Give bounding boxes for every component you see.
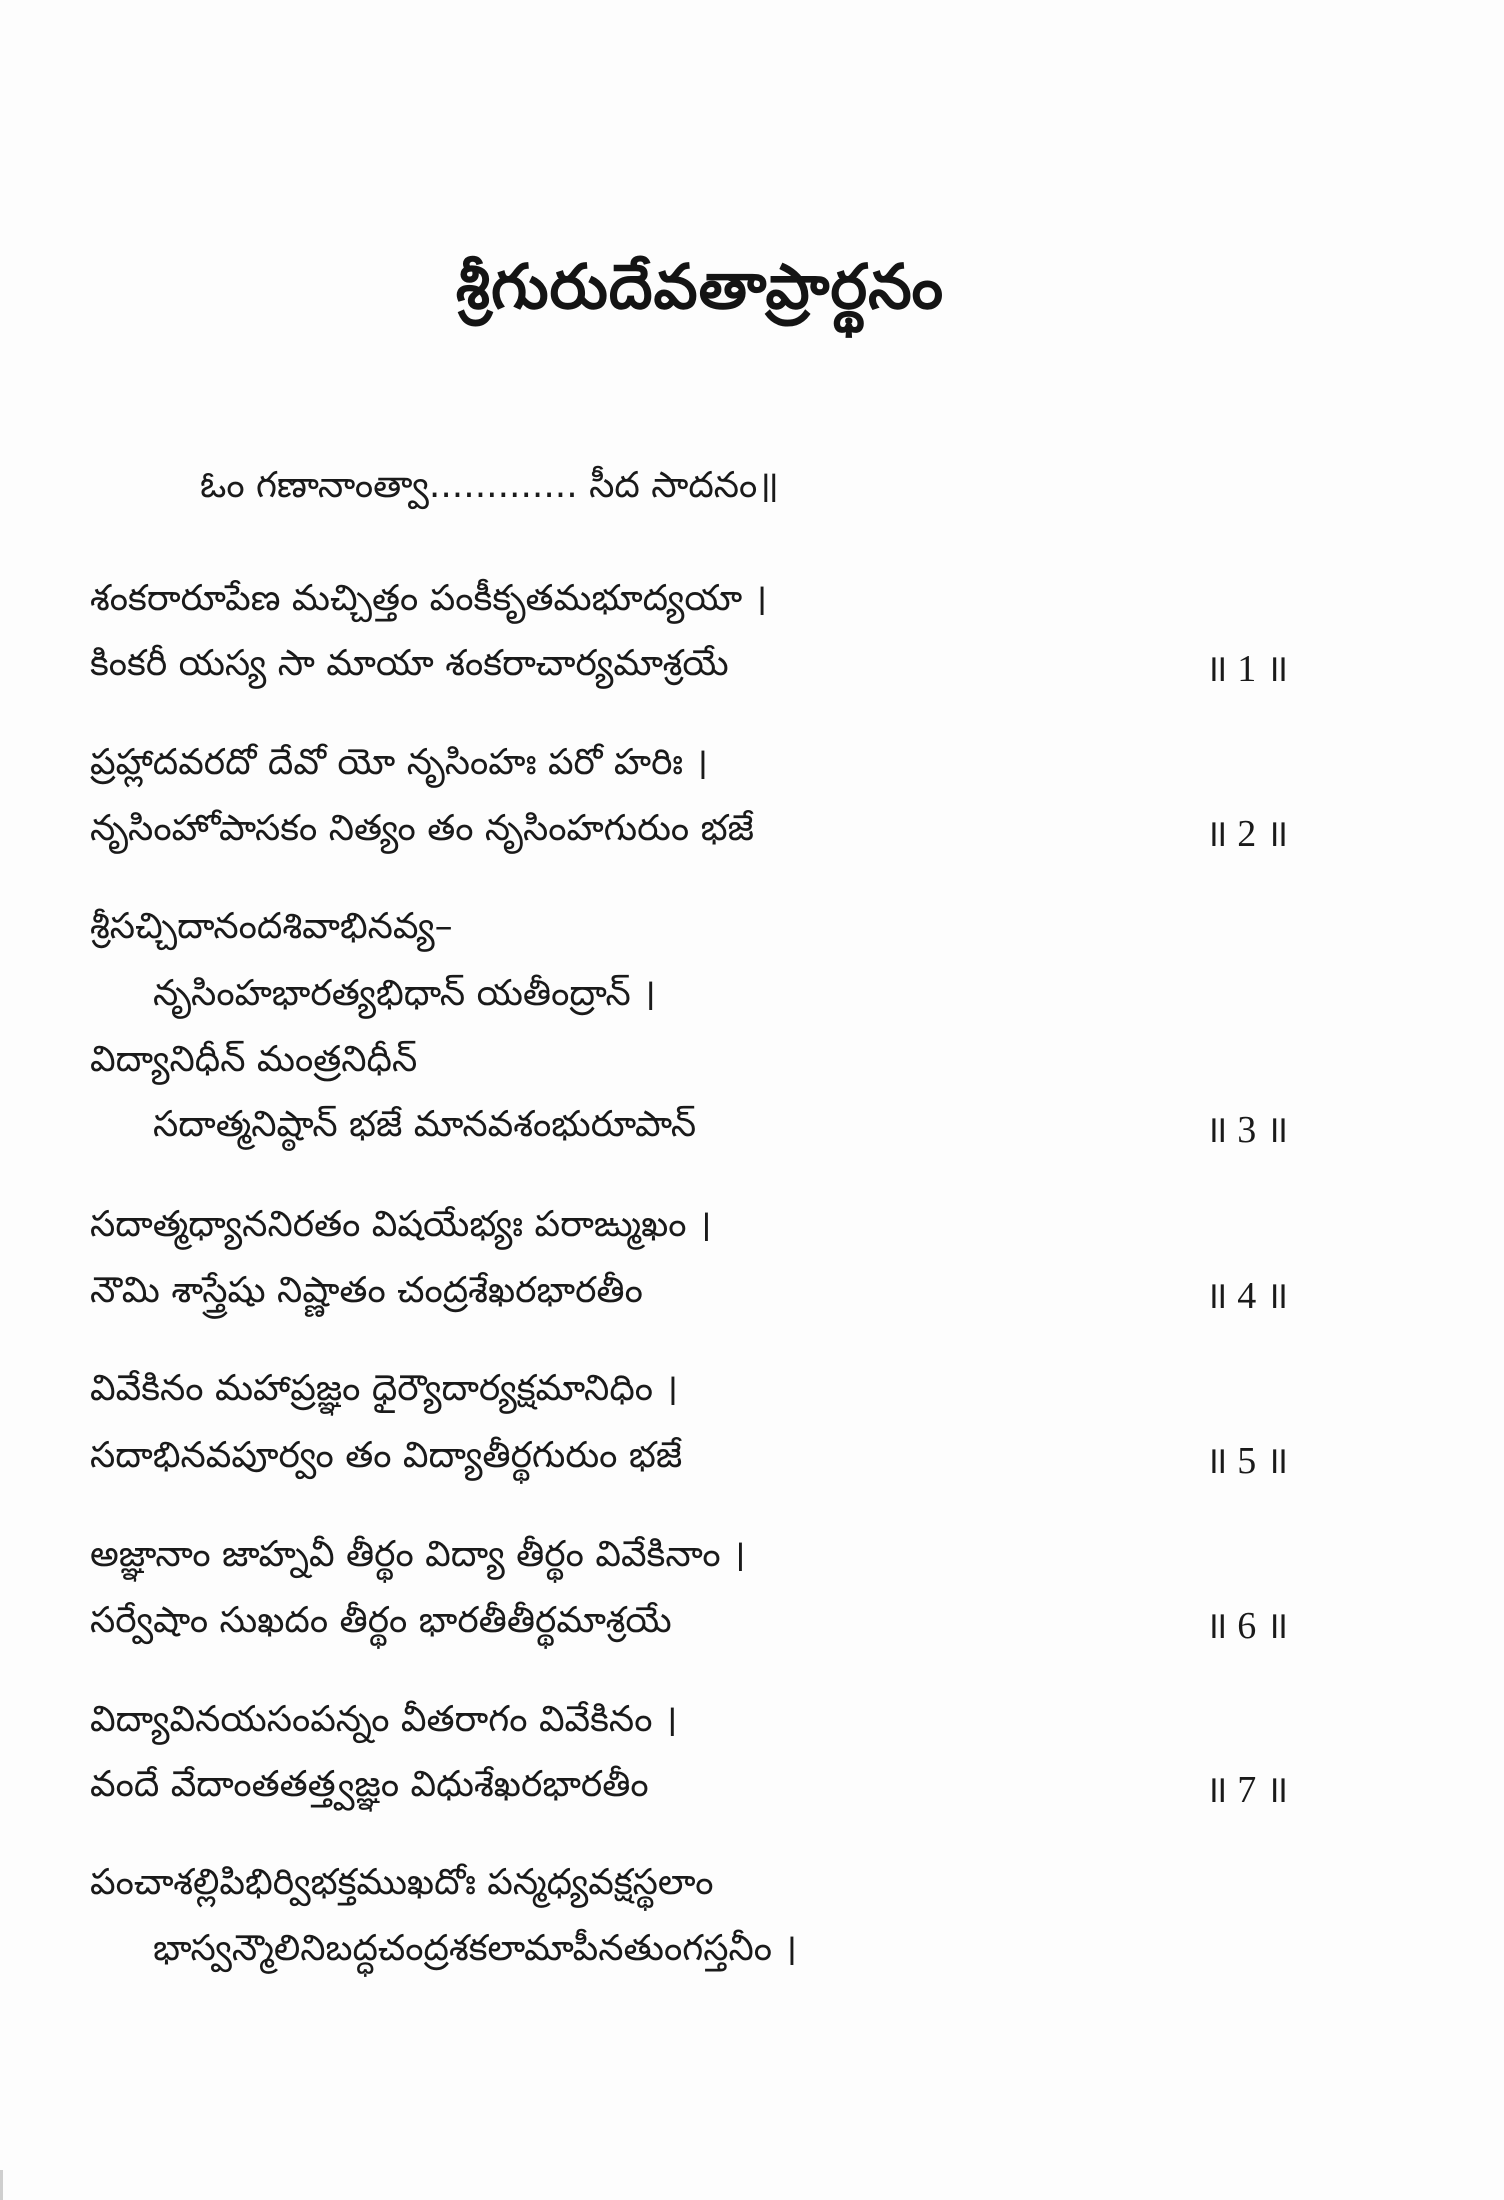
verse-8-line-2: భాస్వన్మౌలినిబద్ధచంద్రశకలామాపీనతుంగస్తనీం । — [153, 1928, 798, 1969]
verse-4-line-1: సదాత్మధ్యాననిరతం విషయేభ్యః పరాఙ్ముఖం । — [90, 1204, 712, 1245]
verse-1-line-2: కింకరీ యస్య సా మాయా శంకరాచార్యమాశ్రయే — [90, 643, 729, 684]
verse-5-line-1: వివేకినం మహాప్రజ్ఞం ధైర్యౌదార్యక్షమానిధిం । — [90, 1368, 679, 1409]
invocation-line: ఓం గణానాంత్వా............. సీద సాదనం॥ — [200, 465, 779, 506]
verse-2-line-1: ప్రహ్లాదవరదో దేవో యో నృసింహః పరో హరిః । — [90, 742, 709, 783]
scan-edge-mark — [0, 2170, 3, 2200]
verse-3-number: ॥ 3 ॥ — [1205, 1109, 1289, 1151]
verse-3-line-3: విద్యానిధీన్ మంత్రనిధీన్ — [90, 1039, 418, 1080]
verse-3-line-4: సదాత్మనిష్ఠాన్ భజే మానవశంభురూపాన్ — [153, 1104, 697, 1145]
verse-5-number: ॥ 5 ॥ — [1205, 1440, 1289, 1482]
verse-4-number: ॥ 4 ॥ — [1205, 1275, 1289, 1317]
verse-1-line-1: శంకరారూపేణ మచ్చిత్తం పంకీకృతమభూద్యయా । — [90, 578, 768, 619]
verse-2-number: ॥ 2 ॥ — [1205, 813, 1289, 855]
verse-6-line-2: సర్వేషాం సుఖదం తీర్థం భారతీతీర్థమాశ్రయే — [90, 1600, 672, 1641]
verse-6-number: ॥ 6 ॥ — [1205, 1605, 1289, 1647]
verse-1-number: ॥ 1 ॥ — [1205, 648, 1289, 690]
verse-7-number: ॥ 7 ॥ — [1205, 1769, 1289, 1811]
verse-2-line-2: నృసింహోపాసకం నిత్యం తం నృసింహగురుం భజే — [90, 808, 754, 849]
verse-3-line-1: శ్రీసచ్చిదానందశివాభినవ్య– — [90, 906, 453, 947]
verse-7-line-1: విద్యావినయసంపన్నం వీతరాగం వివేకినం । — [90, 1699, 678, 1740]
verse-5-line-2: సదాభినవపూర్వం తం విద్యాతీర్థగురుం భజే — [90, 1435, 683, 1476]
verse-7-line-2: వందే వేదాంతతత్త్వజ్ఞం విధుశేఖరభారతీం — [90, 1764, 649, 1805]
page-title: శ్రీగురుదేవతాప్రార్థనం — [455, 250, 945, 323]
verse-8-line-1: పంచాశల్లిపిభిర్విభక్తముఖదోః పన్మధ్యవక్షస్థలాం — [90, 1862, 714, 1903]
verse-4-line-2: నౌమి శాస్త్రేషు నిష్ణాతం చంద్రశేఖరభారతీం — [90, 1270, 643, 1311]
verse-3-line-2: నృసింహభారత్యభిధాన్ యతీంద్రాన్ । — [153, 973, 656, 1014]
verse-6-line-1: అజ్ఞానాం జాహ్నవీ తీర్థం విద్యా తీర్థం వివేకినాం । — [90, 1534, 746, 1575]
